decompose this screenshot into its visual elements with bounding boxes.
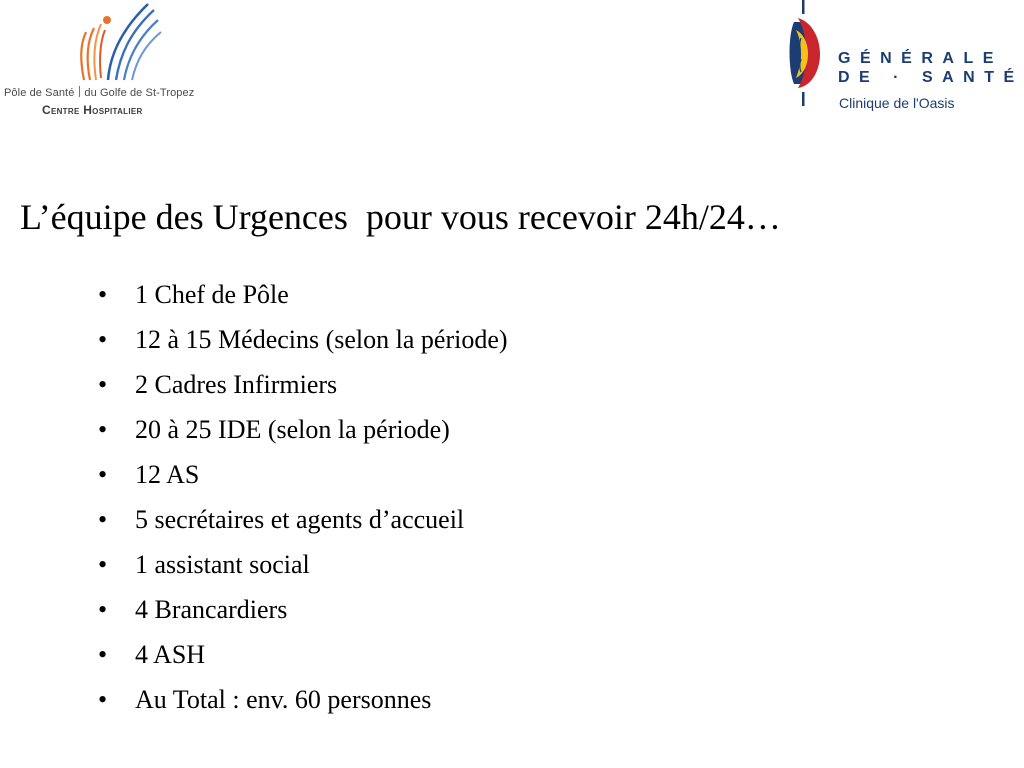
bullet-item-text: 1 assistant social [135, 550, 310, 579]
bullet-item-text: 12 à 15 Médecins (selon la période) [135, 325, 508, 354]
bullet-dot-icon: • [98, 550, 108, 579]
bullet-item [98, 366, 508, 411]
bullet-item-text: 5 secrétaires et agents d’accueil [135, 505, 465, 534]
logo-right-subname: Clinique de l'Oasis [839, 95, 955, 111]
slide-title: L’équipe des Urgences pour vous recevoir 24h/24… [20, 197, 781, 237]
bullet-list [98, 276, 508, 726]
bullet-item [98, 636, 508, 681]
logo-right-brand-line2: DE · SANTÉ [838, 69, 1024, 86]
bullet-item [98, 546, 508, 591]
bullet-dot-icon: • [98, 415, 108, 444]
logo-right-brand-line1: GÉNÉRALE [838, 50, 1003, 67]
bullet-item [98, 456, 508, 501]
bullet-item-text: 20 à 25 IDE (selon la période) [135, 415, 450, 444]
logo-left-line1 [4, 86, 194, 99]
bullet-dot-icon: • [98, 685, 108, 714]
bullet-item-text: 12 AS [135, 460, 200, 489]
logo-left-line1-part1: Pôle de Santé [4, 87, 75, 99]
logo-left-line2: Centre Hospitalier [42, 103, 143, 117]
generale-de-sante-emblem-icon [784, 0, 824, 108]
bullet-item [98, 411, 508, 456]
bullet-dot-icon: • [98, 505, 108, 534]
bullet-item-text: Au Total : env. 60 personnes [135, 685, 432, 714]
bullet-item [98, 276, 508, 321]
logo-left-line1-part2: du Golfe de St-Tropez [84, 87, 195, 99]
logo-generale-de-sante [784, 0, 1024, 120]
logo-pole-de-sante [4, 0, 254, 125]
bullet-dot-icon: • [98, 325, 108, 354]
bullet-dot-icon: • [98, 280, 108, 309]
bullet-item [98, 681, 508, 726]
bullet-dot-icon: • [98, 595, 108, 624]
bullet-dot-icon: • [98, 640, 108, 669]
bullet-item-text: 2 Cadres Infirmiers [135, 370, 338, 399]
bullet-dot-icon: • [98, 370, 108, 399]
bullet-dot-icon: • [98, 460, 108, 489]
bullet-item [98, 591, 508, 636]
pole-sante-logo-mark-icon [66, 0, 166, 82]
bullet-item-text: 4 ASH [135, 640, 206, 669]
bullet-item-text: 4 Brancardiers [135, 595, 288, 624]
bullet-item [98, 501, 508, 546]
bullet-item [98, 321, 508, 366]
bullet-item-text: 1 Chef de Pôle [135, 280, 289, 309]
logo-left-separator [79, 86, 80, 97]
